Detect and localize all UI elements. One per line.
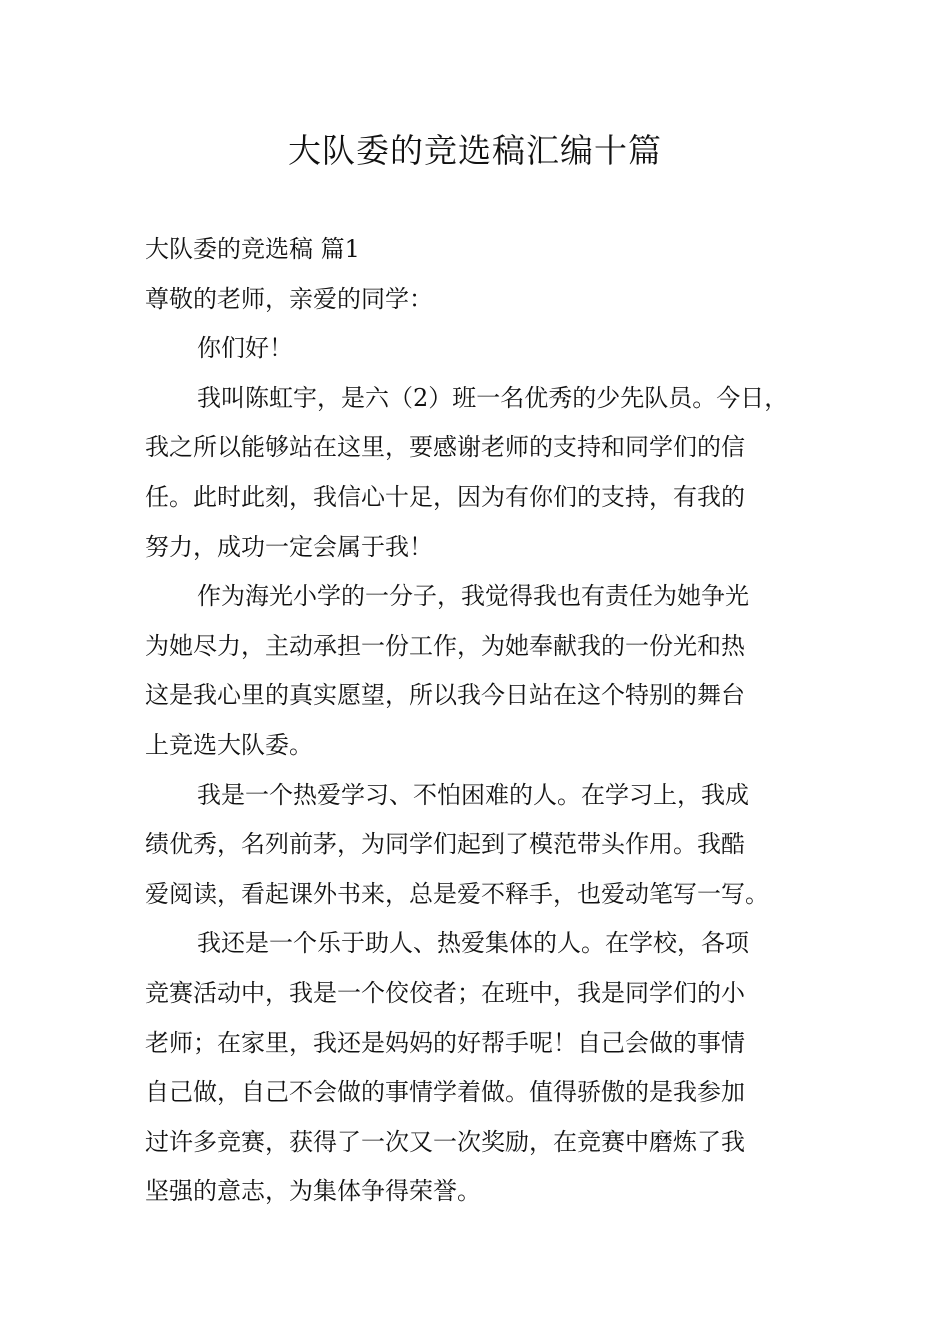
paragraph-lines	[145, 324, 820, 1217]
document-body	[145, 225, 820, 1217]
text-line: 这是我心里的真实愿望，所以我今日站在这个特别的舞台	[145, 681, 745, 710]
text-line: 过许多竞赛，获得了一次又一次奖励，在竞赛中磨炼了我	[145, 1127, 745, 1156]
text-line: 绩优秀，名列前茅，为同学们起到了模范带头作用。我酷	[145, 830, 745, 859]
text-line: 自己做，自己不会做的事情学着做。值得骄傲的是我参加	[145, 1078, 745, 1107]
document-title: 大队委的竞选稿汇编十篇	[288, 131, 662, 170]
section-heading: 大队委的竞选稿 篇1	[145, 235, 360, 263]
text-line: 我叫陈虹宇，是六（2）班一名优秀的少先队员。今日，	[197, 383, 789, 412]
text-line: 我是一个热爱学习、不怕困难的人。在学习上，我成	[197, 780, 749, 809]
text-line: 为她尽力，主动承担一份工作，为她奉献我的一份光和热	[145, 631, 745, 660]
text-line: 你们好！	[197, 334, 293, 363]
text-line: 竞赛活动中，我是一个佼佼者；在班中，我是同学们的小	[145, 978, 745, 1007]
text-line: 任。此时此刻，我信心十足，因为有你们的支持，有我的	[145, 482, 745, 511]
text-line: 坚强的意志，为集体争得荣誉。	[145, 1177, 481, 1206]
text-line: 我还是一个乐于助人、热爱集体的人。在学校，各项	[197, 929, 749, 958]
text-line: 我之所以能够站在这里，要感谢老师的支持和同学们的信	[145, 433, 745, 462]
text-line: 爱阅读，看起课外书来，总是爱不释手，也爱动笔写一写。	[145, 879, 769, 908]
text-line: 努力，成功一定会属于我！	[145, 532, 433, 561]
text-line: 上竞选大队委。	[145, 730, 313, 759]
text-line: 作为海光小学的一分子，我觉得我也有责任为她争光	[197, 582, 749, 611]
salutation: 尊敬的老师，亲爱的同学：	[145, 284, 433, 313]
text-line: 老师；在家里，我还是妈妈的好帮手呢！自己会做的事情	[145, 1028, 745, 1057]
